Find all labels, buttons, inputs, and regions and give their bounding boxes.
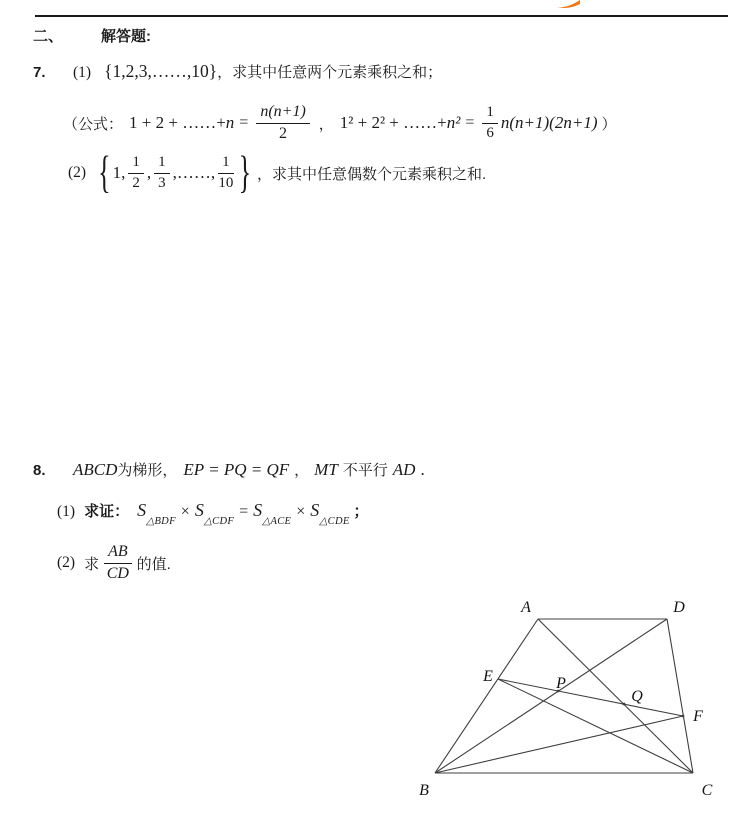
fraction-numerator: n(n+1) <box>256 103 309 123</box>
problem8-comma: ， <box>294 462 310 479</box>
problem7-set: {1,2,3,……,10} <box>104 61 218 81</box>
formula-polynomial: n(n+1)(2n+1) <box>500 113 598 132</box>
point-F <box>682 715 685 718</box>
vertex-label-E: E <box>483 668 493 685</box>
set-first-element: 1, <box>112 163 126 182</box>
fraction-denominator: 2 <box>132 174 140 191</box>
vertex-label-F: F <box>693 708 703 725</box>
area-term-cde <box>310 500 350 527</box>
sum1-equals: = <box>239 114 249 131</box>
sum2-var: n² <box>446 113 461 132</box>
problem8-part2-label: (2) <box>57 554 76 571</box>
open-brace: { <box>98 146 111 198</box>
section-title: 解答题: <box>101 28 152 45</box>
area-subscript: △BDF <box>146 515 176 527</box>
segment-EC <box>498 679 693 773</box>
segment-BF <box>435 716 683 773</box>
fraction-denominator: 6 <box>486 124 494 141</box>
fraction-denominator: CD <box>106 564 129 582</box>
segment-AC <box>538 619 693 773</box>
segment-BA <box>435 619 538 773</box>
equals-op: = <box>239 503 249 520</box>
problem8-equation: EP = PQ = QF <box>183 460 290 479</box>
problem8-ad: AD <box>392 460 416 479</box>
fraction-numerator: 1 <box>218 154 234 173</box>
problem8-number: 8. <box>33 462 46 479</box>
segment-EF <box>498 679 683 716</box>
sum1-var: n <box>225 113 235 132</box>
problem8-part1-ask: 求证： <box>84 503 130 520</box>
problem8-line1 <box>33 459 425 480</box>
problem8-text1: 为梯形， <box>117 462 178 479</box>
area-subscript: △CDE <box>319 515 350 527</box>
vertex-label-D: D <box>673 599 685 616</box>
sum1-lead: 1 + 2 + ……+ <box>129 113 226 132</box>
problem8-part1-end: ； <box>353 503 369 520</box>
problem8-part2-text: 的值. <box>136 555 171 573</box>
fraction-numerator: AB <box>104 543 132 563</box>
fraction-numerator: 1 <box>128 154 144 173</box>
problem8-text2: 不平行 <box>342 462 388 479</box>
formula-close: ） <box>601 115 617 133</box>
section-number: 二、 <box>33 28 64 45</box>
sum2-equals: = <box>465 114 475 131</box>
problem7-line1 <box>33 61 442 82</box>
fraction-denominator: 3 <box>158 174 166 191</box>
area-term-ace <box>253 500 292 527</box>
problem7-part2-text: ，求其中任意偶数个元素乘积之和. <box>257 165 487 183</box>
problem8-part1 <box>57 500 369 527</box>
section-header <box>33 25 151 46</box>
problem8-part2 <box>57 539 171 587</box>
sum2-lead: 1² + 2² + ……+ <box>339 113 447 132</box>
fraction-numerator: 1 <box>154 154 170 173</box>
area-symbol: S <box>253 500 263 520</box>
vertex-label-P: P <box>556 675 566 692</box>
vertex-label-Q: Q <box>631 688 643 705</box>
problem8-mt: MT <box>314 460 338 479</box>
problem8-part1-label: (1) <box>57 503 76 520</box>
area-symbol: S <box>137 500 147 520</box>
fraction-one-tenth <box>218 154 234 192</box>
fraction-denominator: 2 <box>279 124 288 142</box>
logo-swoosh-icon <box>557 0 581 9</box>
segment-DC <box>667 619 693 773</box>
problem8-abcd: ABCD <box>73 460 118 479</box>
problem8-period: . <box>420 460 425 479</box>
multiply-op: × <box>180 503 190 520</box>
close-brace: } <box>238 146 252 198</box>
vertex-label-B: B <box>419 782 429 799</box>
problem7-part1-label: (1) <box>73 64 92 81</box>
problem7-part2-label: (2) <box>68 164 87 181</box>
set-ellipsis: ,……, <box>172 163 216 182</box>
problem7-part1-text: ，求其中任意两个元素乘积之和； <box>217 64 443 81</box>
area-symbol: S <box>310 500 320 520</box>
fraction-numerator: 1 <box>482 104 498 123</box>
formula-separator: ， <box>318 115 334 133</box>
multiply-op: × <box>296 503 306 520</box>
set-comma: , <box>146 163 152 182</box>
area-term-cdf <box>194 500 235 527</box>
point-Q <box>623 703 626 706</box>
top-divider <box>35 15 728 17</box>
trapezoid-figure <box>398 592 730 810</box>
problem7-part2 <box>68 147 486 199</box>
fraction-ab-over-cd <box>104 543 132 583</box>
area-symbol: S <box>194 500 204 520</box>
area-subscript: △ACE <box>262 515 292 527</box>
vertex-label-A: A <box>521 599 531 616</box>
area-term-bdf <box>137 500 176 527</box>
vertex-label-C: C <box>701 782 713 799</box>
fraction-n-n1-over-2 <box>256 103 309 143</box>
fraction-one-sixth <box>482 104 498 142</box>
fraction-denominator: 10 <box>218 174 234 191</box>
problem8-part2-ask: 求 <box>84 555 100 573</box>
formula-open: （公式： <box>63 115 124 133</box>
fraction-one-third <box>154 154 170 192</box>
formula-hint <box>63 100 617 146</box>
problem7-number: 7. <box>33 64 46 81</box>
fraction-one-half <box>128 154 144 192</box>
area-subscript: △CDF <box>203 515 235 527</box>
